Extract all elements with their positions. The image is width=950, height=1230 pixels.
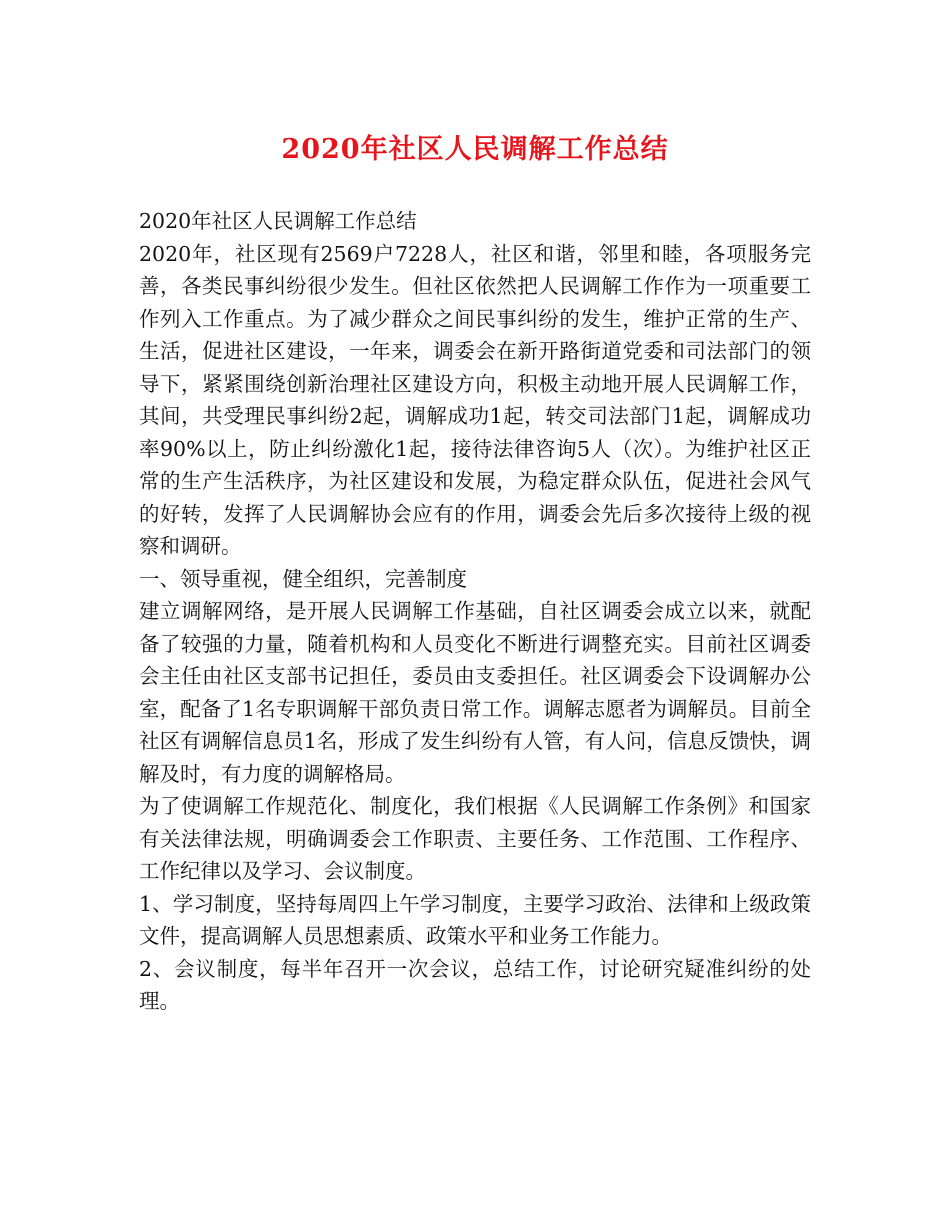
paragraph-network: 建立调解网络，是开展人民调解工作基础，自社区调委会成立以来，就配备了较强的力量，随着机构和人员变化不断进行调整充实。目前社区调委会主任由社区支部书记担任，委员由支委担任。社区调委会下设调解办公室，配备了1名专职调解干部负责日常工作。调解志愿者为调解员。目前全社区有调解信息员1名，形成了发生纠纷有人管，有人问，信息反馈快，调解及时，有力度的调解格局。 <box>139 599 811 786</box>
document-body <box>139 205 811 1018</box>
section-heading-1: 一、领导重视，健全组织，完善制度 <box>139 566 467 591</box>
document-title: 2020年社区人民调解工作总结 <box>281 134 669 165</box>
paragraph-subtitle: 2020年社区人民调解工作总结 <box>139 209 417 233</box>
paragraph-overview: 2020年，社区现有2569户7228人，社区和谐，邻里和睦，各项服务完善，各类民事纠纷很少发生。但社区依然把人民调解工作作为一项重要工作列入工作重点。为了减少群众之间民事纠纷的发生，维护正常的生产、生活，促进社区建设，一年来，调委会在新开路街道党委和司法部门的领导下，紧紧围绕创新治理社区建设方向，积极主动地开展人民调解工作，其间，共受理民事纠纷2起，调解成功1起，转交司法部门1起，调解成功率90%以上，防止纠纷激化1起，接待法律咨询5人（次）。为维护社区正常的生产生活秩序，为社区建设和发展，为稳定群众队伍，促进社会风气的好转，发挥了人民调解协会应有的作用，调委会先后多次接待上级的视察和调研。 <box>139 241 811 558</box>
paragraph-regulations: 为了使调解工作规范化、制度化，我们根据《人民调解工作条例》和国家有关法律法规，明确调委会工作职责、主要任务、工作范围、工作程序、工作纪律以及学习、会议制度。 <box>139 794 811 883</box>
paragraph-meeting-system: 2、会议制度，每半年召开一次会议，总结工作，讨论研究疑准纠纷的处理。 <box>139 956 811 1013</box>
paragraph-study-system: 1、学习制度，坚持每周四上午学习制度，主要学习政治、法律和上级政策文件，提高调解人员思想素质、政策水平和业务工作能力。 <box>139 891 811 948</box>
